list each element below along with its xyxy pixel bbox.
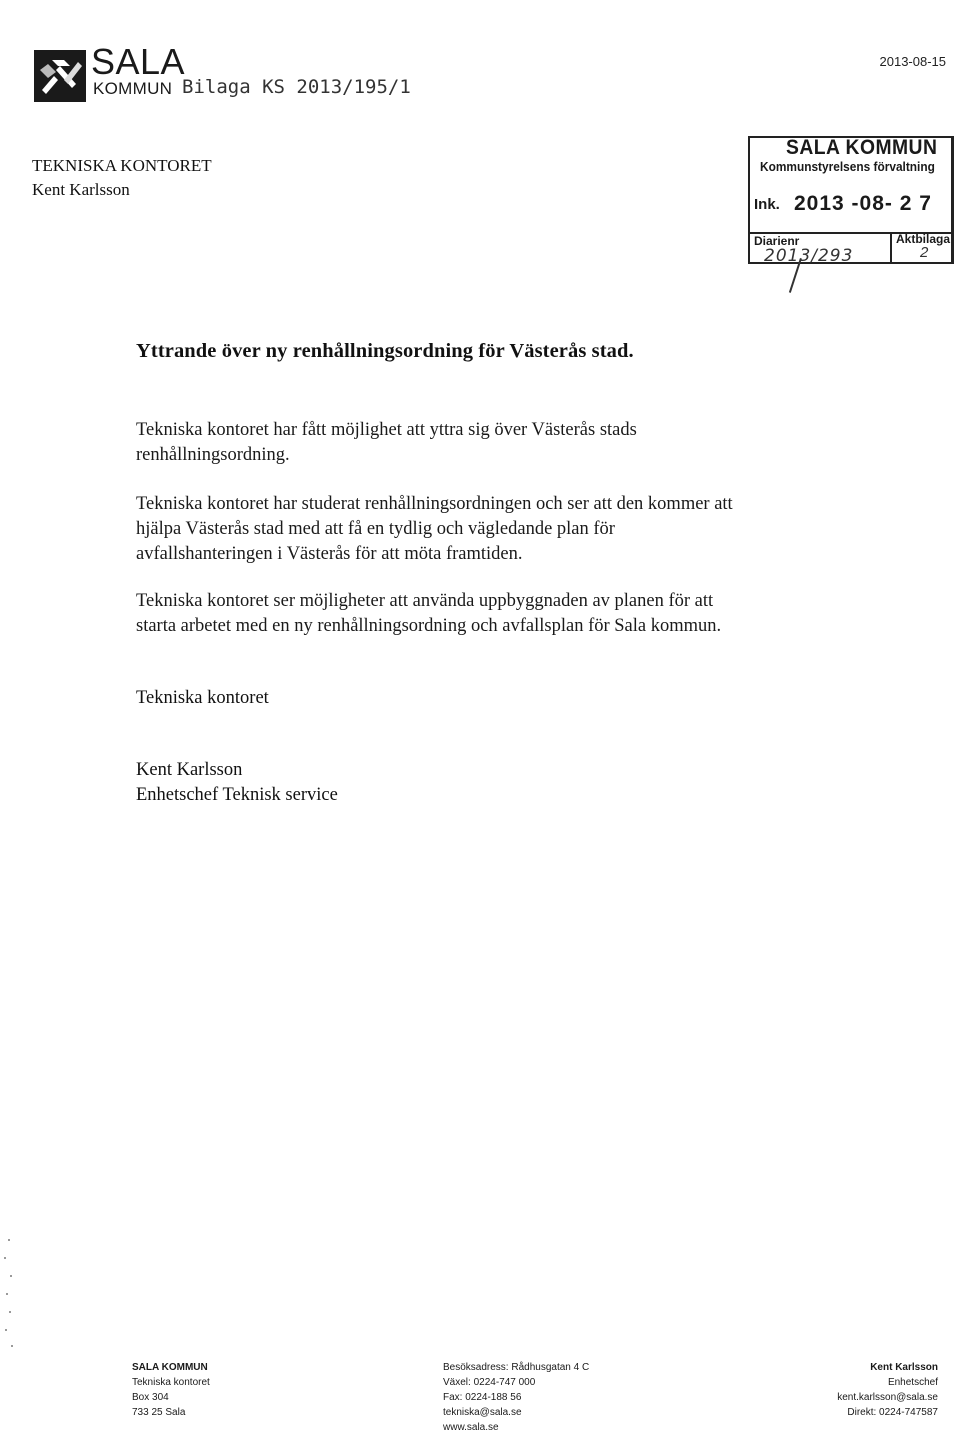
paragraph-line: starta arbetet med en ny renhållningsordning och avfallsplan för Sala kommun. <box>136 616 722 636</box>
stamp-title: SALA KOMMUN <box>786 136 938 159</box>
scan-artifact <box>2 1235 14 1355</box>
paragraph-line: avfallshanteringen i Västerås för att möta framtiden. <box>136 544 523 564</box>
sender-department: TEKNISKA KONTORET <box>32 156 212 175</box>
letter-heading: Yttrande över ny renhållningsordning för Västerås stad. <box>136 340 634 362</box>
received-stamp <box>748 136 954 264</box>
stamp-diarie-label: Diarienr <box>754 234 800 248</box>
footer-postal: 733 25 Sala <box>132 1407 186 1418</box>
sender-name: Kent Karlsson <box>32 180 130 199</box>
letter-date: 2013-08-15 <box>879 54 946 69</box>
stamp-aktbilaga-label: Aktbilaga <box>896 232 951 246</box>
footer-organisation <box>132 1360 210 1420</box>
footer-person-name: Kent Karlsson <box>870 1362 938 1373</box>
footer-contact <box>443 1360 589 1435</box>
stamp-aktbilaga-number: 2 <box>920 244 929 261</box>
body-paragraph-2 <box>136 492 733 567</box>
footer-person-phone: Direkt: 0224-747587 <box>847 1407 938 1418</box>
logo-wordmark-kommun: KOMMUN <box>93 79 173 98</box>
bilaga-reference: Bilaga KS 2013/195/1 <box>182 76 411 98</box>
paragraph-line: renhållningsordning. <box>136 445 290 465</box>
signature-title: Enhetschef Teknisk service <box>136 785 338 805</box>
signature-name: Kent Karlsson <box>136 760 243 780</box>
paragraph-line: Tekniska kontoret har studerat renhållningsordningen och ser att den kommer att <box>136 494 733 514</box>
stamp-received-date: 2013 -08- 2 7 <box>794 192 932 215</box>
footer-person <box>837 1360 938 1420</box>
footer-department: Tekniska kontoret <box>132 1377 210 1388</box>
paragraph-line: Tekniska kontoret ser möjligheter att använda uppbyggnaden av planen för att <box>136 591 714 611</box>
paragraph-line: hjälpa Västerås stad med att få en tydlig och vägledande plan för <box>136 519 615 539</box>
footer-visit-address: Besöksadress: Rådhusgatan 4 C <box>443 1362 590 1373</box>
footer-person-email: kent.karlsson@sala.se <box>837 1392 938 1403</box>
logo-wordmark-sala: SALA <box>91 41 186 82</box>
body-paragraph-1 <box>136 418 637 468</box>
stamp-ink-label: Ink. <box>754 196 780 213</box>
footer-box: Box 304 <box>132 1392 169 1403</box>
footer-switchboard: Växel: 0224-747 000 <box>443 1377 536 1388</box>
stamp-subtitle: Kommunstyrelsens förvaltning <box>760 160 935 174</box>
footer-person-title: Enhetschef <box>887 1377 938 1388</box>
sala-kommun-crest-icon <box>34 50 86 102</box>
body-paragraph-3 <box>136 589 721 639</box>
footer-fax: Fax: 0224-188 56 <box>443 1392 522 1403</box>
footer-org-name: SALA KOMMUN <box>132 1362 208 1373</box>
stamp-aktbilaga-cell <box>890 232 951 262</box>
paragraph-line: Tekniska kontoret har fått möjlighet att yttra sig över Västerås stads <box>136 420 637 440</box>
stamp-diarie-number: 2013/293 <box>764 246 854 266</box>
footer-email: tekniska@sala.se <box>443 1407 522 1418</box>
footer-website: www.sala.se <box>443 1422 499 1433</box>
closing-sender: Tekniska kontoret <box>136 688 269 708</box>
